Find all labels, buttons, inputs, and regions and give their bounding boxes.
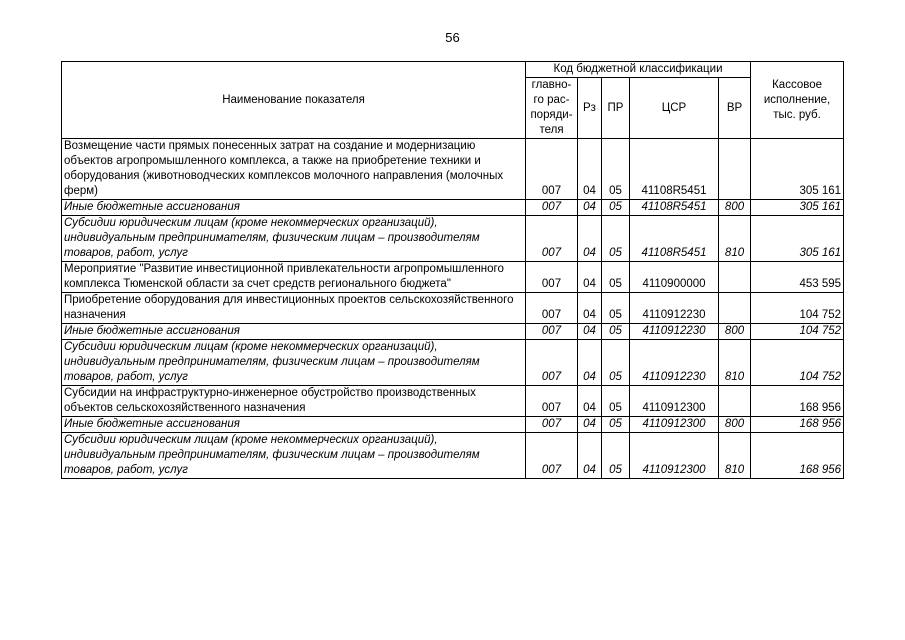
table-row — [62, 433, 844, 479]
table-row — [62, 324, 844, 340]
table-row — [62, 216, 844, 262]
row-csr: 4110900000 — [630, 262, 719, 293]
row-glav: 007 — [526, 417, 578, 433]
row-pr: 05 — [602, 200, 630, 216]
row-glav: 007 — [526, 386, 578, 417]
row-rz: 04 — [578, 216, 602, 262]
row-amount: 305 161 — [751, 216, 844, 262]
header-vr: ВР — [719, 78, 751, 139]
header-csr: ЦСР — [630, 78, 719, 139]
row-csr: 41108R5451 — [630, 216, 719, 262]
row-rz: 04 — [578, 139, 602, 200]
row-name: Субсидии на инфраструктурно-инженерное обустройство производственных объектов сельскохозяйственного назначения — [62, 386, 526, 417]
row-vr: 810 — [719, 433, 751, 479]
row-name: Субсидии юридическим лицам (кроме некоммерческих организаций), индивидуальным предпринимателям, физическим лицам – производителям товаров, работ, услуг — [62, 216, 526, 262]
row-pr: 05 — [602, 433, 630, 479]
row-pr: 05 — [602, 139, 630, 200]
row-pr: 05 — [602, 340, 630, 386]
row-vr — [719, 386, 751, 417]
row-rz: 04 — [578, 324, 602, 340]
row-pr: 05 — [602, 324, 630, 340]
row-rz: 04 — [578, 340, 602, 386]
table-row — [62, 293, 844, 324]
row-name: Иные бюджетные ассигнования — [62, 417, 526, 433]
row-glav: 007 — [526, 340, 578, 386]
row-amount: 305 161 — [751, 139, 844, 200]
row-vr — [719, 293, 751, 324]
header-name: Наименование показателя — [62, 62, 526, 139]
row-vr — [719, 262, 751, 293]
row-csr: 4110912230 — [630, 340, 719, 386]
row-pr: 05 — [602, 293, 630, 324]
row-name: Иные бюджетные ассигнования — [62, 200, 526, 216]
header-glav: главно-го рас-поряди-теля — [526, 78, 578, 139]
row-rz: 04 — [578, 262, 602, 293]
header-cash: Кассовое исполнение, тыс. руб. — [751, 62, 844, 139]
row-amount: 168 956 — [751, 433, 844, 479]
row-pr: 05 — [602, 417, 630, 433]
row-vr — [719, 139, 751, 200]
row-vr: 800 — [719, 417, 751, 433]
row-csr: 41108R5451 — [630, 200, 719, 216]
row-csr: 4110912230 — [630, 324, 719, 340]
table-row — [62, 417, 844, 433]
header-classification: Код бюджетной классификации — [526, 62, 751, 78]
table-row — [62, 200, 844, 216]
row-csr: 41108R5451 — [630, 139, 719, 200]
row-pr: 05 — [602, 262, 630, 293]
row-csr: 4110912300 — [630, 386, 719, 417]
row-vr: 800 — [719, 324, 751, 340]
header-pr: ПР — [602, 78, 630, 139]
page-number: 56 — [445, 30, 460, 45]
row-rz: 04 — [578, 417, 602, 433]
row-name: Иные бюджетные ассигнования — [62, 324, 526, 340]
row-rz: 04 — [578, 293, 602, 324]
row-pr: 05 — [602, 216, 630, 262]
row-vr: 800 — [719, 200, 751, 216]
row-glav: 007 — [526, 139, 578, 200]
row-amount: 168 956 — [751, 417, 844, 433]
row-amount: 453 595 — [751, 262, 844, 293]
row-amount: 168 956 — [751, 386, 844, 417]
row-name: Мероприятие "Развитие инвестиционной привлекательности агропромышленного комплекса Тюменской области за счет средств регионального бюджета" — [62, 262, 526, 293]
row-glav: 007 — [526, 433, 578, 479]
row-glav: 007 — [526, 200, 578, 216]
row-rz: 04 — [578, 200, 602, 216]
row-name: Субсидии юридическим лицам (кроме некоммерческих организаций), индивидуальным предпринимателям, физическим лицам – производителям товаров, работ, услуг — [62, 433, 526, 479]
table-row — [62, 340, 844, 386]
row-rz: 04 — [578, 386, 602, 417]
row-amount: 104 752 — [751, 340, 844, 386]
row-rz: 04 — [578, 433, 602, 479]
row-amount: 104 752 — [751, 293, 844, 324]
row-glav: 007 — [526, 262, 578, 293]
row-glav: 007 — [526, 216, 578, 262]
row-pr: 05 — [602, 386, 630, 417]
row-name: Субсидии юридическим лицам (кроме некоммерческих организаций), индивидуальным предпринимателям, физическим лицам – производителям товаров, работ, услуг — [62, 340, 526, 386]
row-csr: 4110912300 — [630, 433, 719, 479]
header-rz: Рз — [578, 78, 602, 139]
table-row — [62, 139, 844, 200]
row-vr: 810 — [719, 216, 751, 262]
table-row — [62, 262, 844, 293]
row-amount: 104 752 — [751, 324, 844, 340]
row-csr: 4110912300 — [630, 417, 719, 433]
row-name: Приобретение оборудования для инвестиционных проектов сельскохозяйственного назначения — [62, 293, 526, 324]
row-name: Возмещение части прямых понесенных затрат на создание и модернизацию объектов агропромышленного комплекса, а также на приобретение техники и оборудования (животноводческих комплексов молочного направления (молочных ферм) — [62, 139, 526, 200]
row-glav: 007 — [526, 324, 578, 340]
table-row — [62, 386, 844, 417]
budget-table — [61, 61, 844, 479]
row-csr: 4110912230 — [630, 293, 719, 324]
row-glav: 007 — [526, 293, 578, 324]
row-vr: 810 — [719, 340, 751, 386]
row-amount: 305 161 — [751, 200, 844, 216]
